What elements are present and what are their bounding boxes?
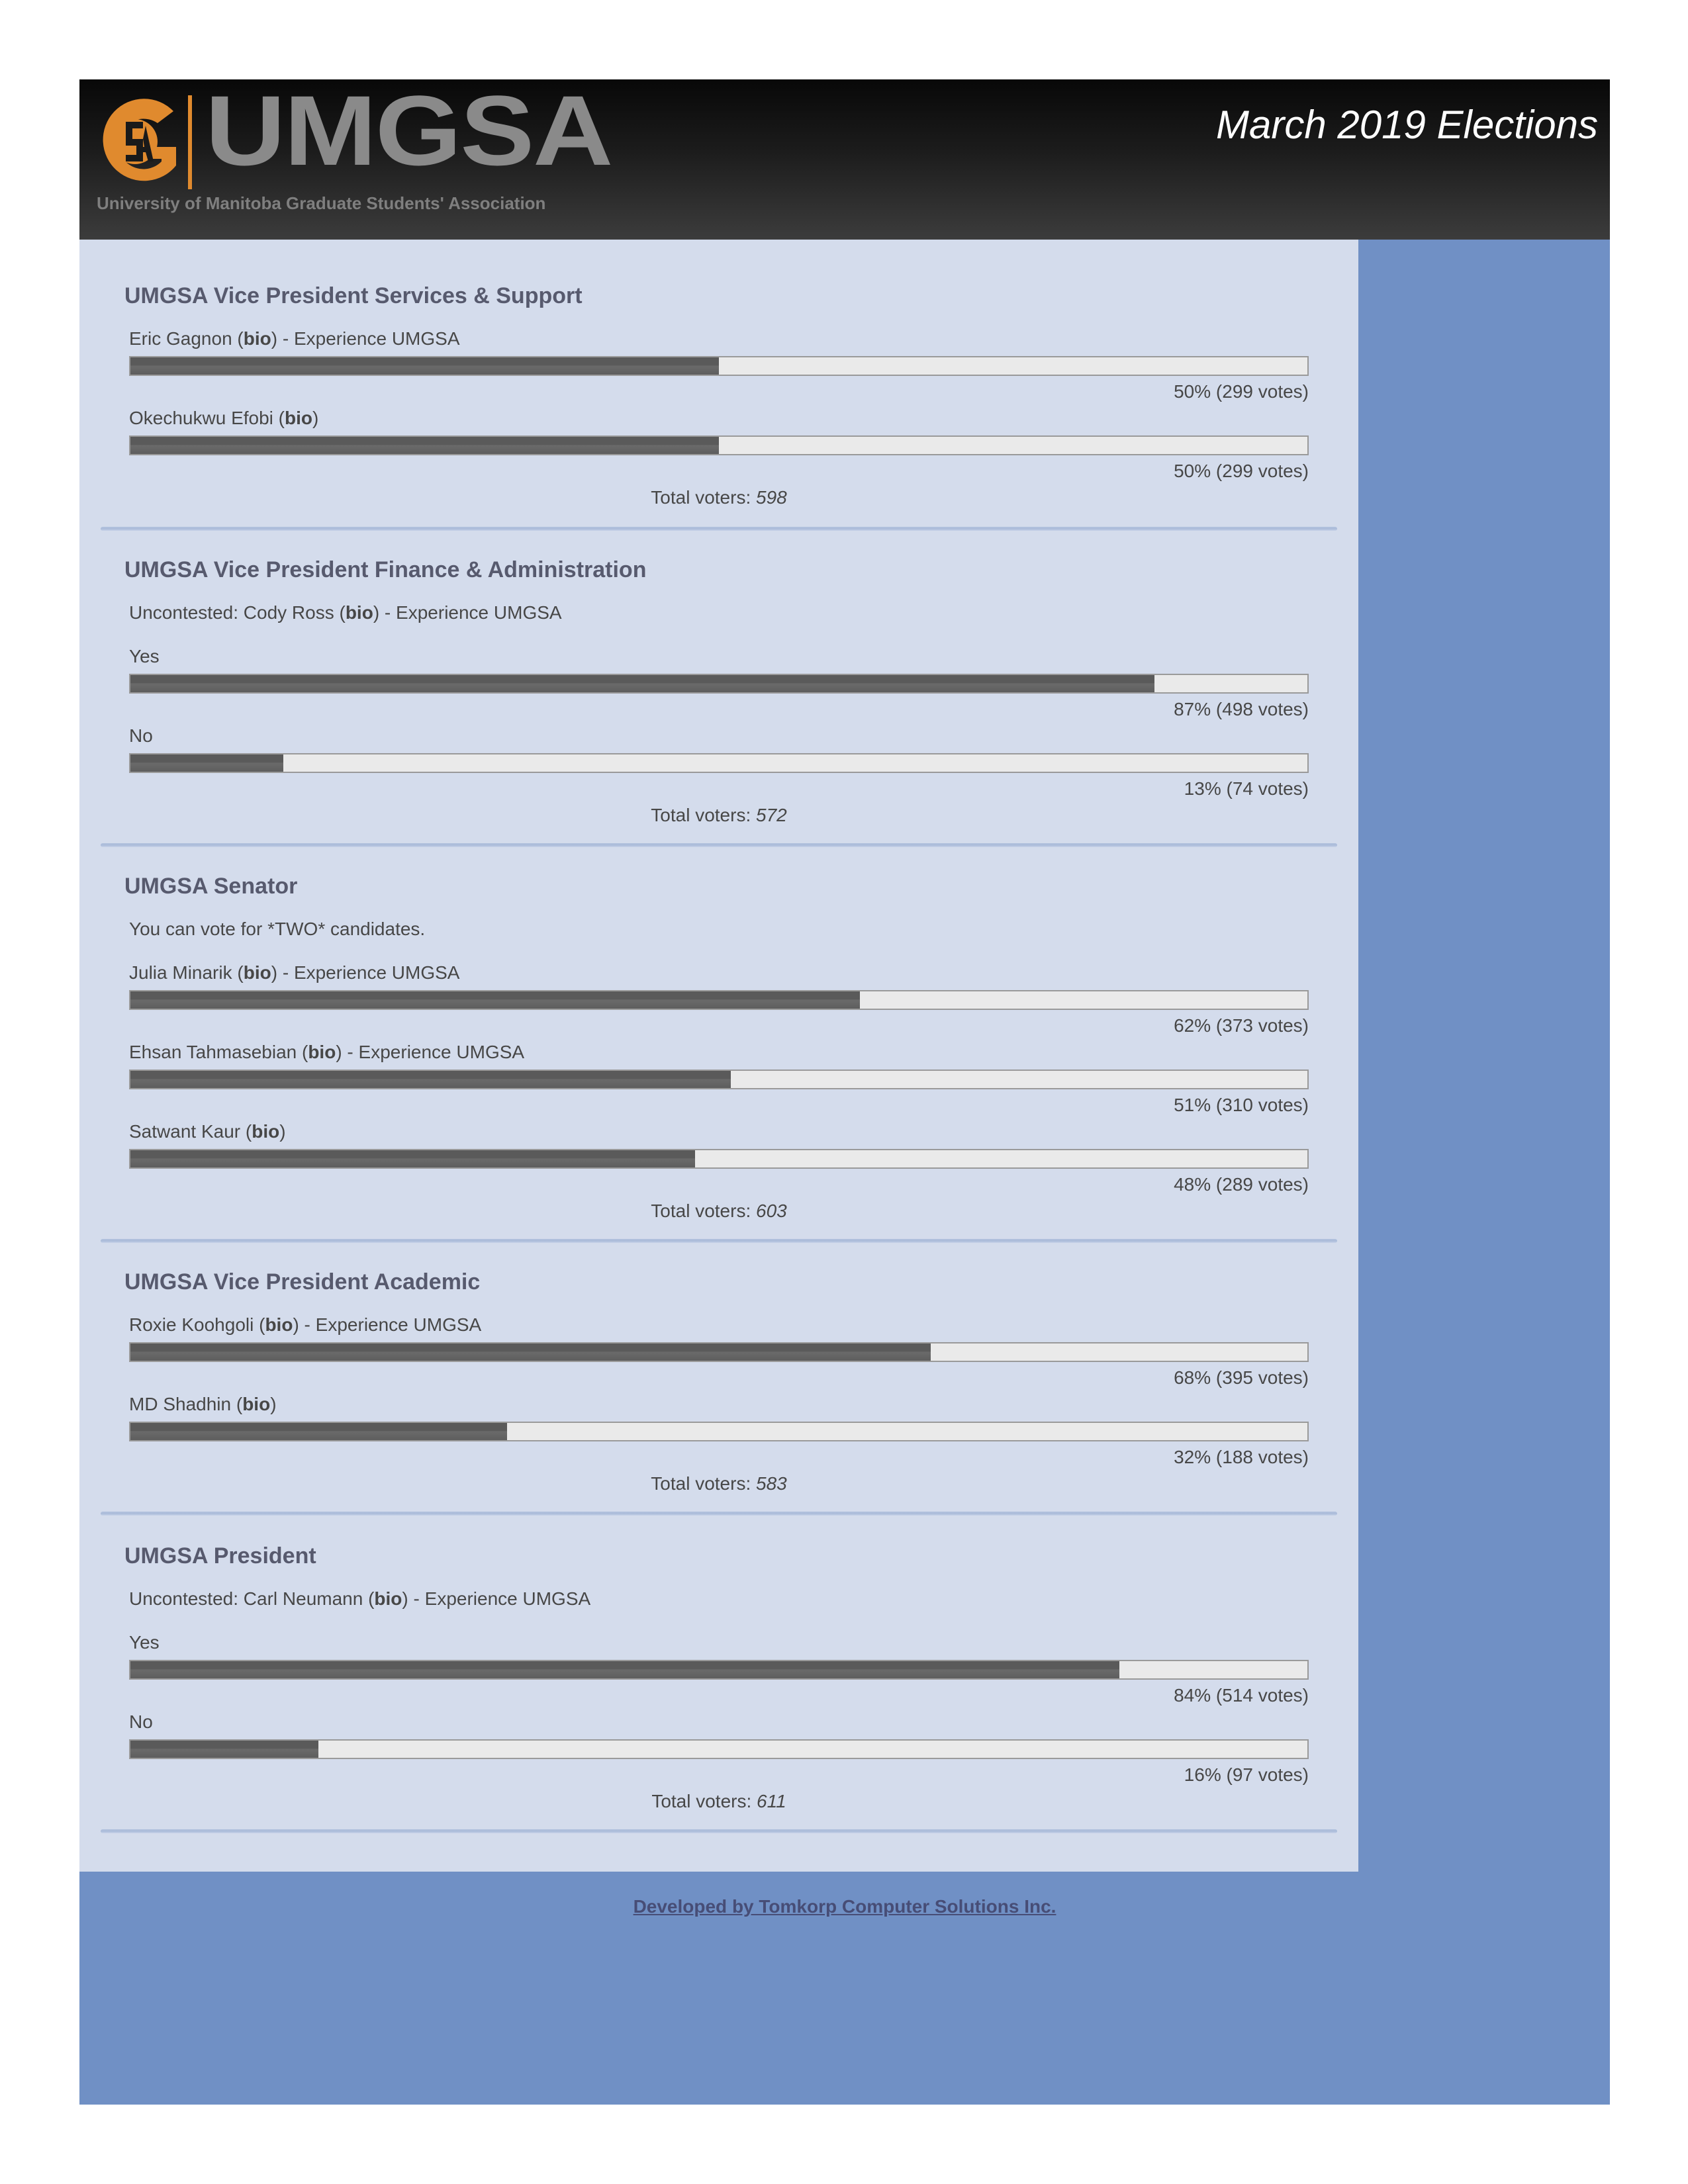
section-divider bbox=[101, 1239, 1337, 1243]
result-bar-fill bbox=[130, 1343, 931, 1361]
total-voters-value: 598 bbox=[756, 487, 787, 508]
bio-link[interactable]: bio bbox=[374, 1588, 402, 1609]
candidate-label: Eric Gagnon (bio) - Experience UMGSA bbox=[129, 328, 460, 349]
total-voters-label: Total voters: bbox=[651, 487, 751, 508]
total-voters bbox=[79, 1473, 1358, 1494]
result-bar bbox=[129, 435, 1309, 455]
result-bar bbox=[129, 356, 1309, 376]
result-percentage: 50% (299 votes) bbox=[1174, 381, 1309, 402]
result-bar-fill bbox=[130, 1423, 507, 1440]
candidate-affiliation: Experience UMGSA bbox=[424, 1588, 591, 1609]
candidate-label: Satwant Kaur (bio) bbox=[129, 1121, 286, 1142]
total-voters-label: Total voters: bbox=[651, 1201, 751, 1221]
candidate-affiliation: Experience UMGSA bbox=[396, 602, 562, 623]
result-bar bbox=[129, 674, 1309, 694]
race-title: UMGSA Vice President Finance & Administration bbox=[124, 557, 647, 582]
uncontested-label: Uncontested: Carl Neumann (bio) - Experience UMGSA bbox=[129, 1588, 591, 1609]
candidate-name: Cody Ross bbox=[243, 602, 334, 623]
result-bar-fill bbox=[130, 437, 719, 454]
section-divider bbox=[101, 1512, 1337, 1516]
candidate-name: Carl Neumann bbox=[243, 1588, 363, 1609]
race-title: UMGSA Vice President Services & Support bbox=[124, 283, 583, 308]
total-voters-value: 583 bbox=[756, 1473, 787, 1494]
bio-link[interactable]: bio bbox=[242, 1394, 271, 1414]
gsa-emblem-icon bbox=[89, 93, 195, 192]
candidate-name: Okechukwu Efobi bbox=[129, 408, 273, 428]
result-bar bbox=[129, 1069, 1309, 1089]
candidate-label: Julia Minarik (bio) - Experience UMGSA bbox=[129, 962, 460, 983]
candidate-name: Julia Minarik bbox=[129, 962, 232, 983]
result-bar-fill bbox=[130, 675, 1154, 692]
total-voters-label: Total voters: bbox=[651, 805, 751, 825]
section-divider bbox=[101, 527, 1337, 531]
result-bar-fill bbox=[130, 991, 860, 1009]
result-percentage: 51% (310 votes) bbox=[1174, 1095, 1309, 1115]
total-voters bbox=[79, 487, 1358, 508]
candidate-name: Ehsan Tahmasebian bbox=[129, 1042, 297, 1062]
page-background bbox=[79, 75, 1610, 2105]
result-bar-fill bbox=[130, 1741, 318, 1758]
candidate-label: MD Shadhin (bio) bbox=[129, 1394, 277, 1414]
site-header bbox=[79, 75, 1610, 240]
total-voters bbox=[79, 1791, 1358, 1812]
total-voters-value: 611 bbox=[757, 1791, 786, 1811]
bio-link[interactable]: bio bbox=[308, 1042, 336, 1062]
option-label: Yes bbox=[129, 646, 160, 666]
result-percentage: 87% (498 votes) bbox=[1174, 699, 1309, 719]
result-bar bbox=[129, 753, 1309, 773]
result-percentage: 13% (74 votes) bbox=[1184, 778, 1309, 799]
candidate-affiliation: Experience UMGSA bbox=[358, 1042, 525, 1062]
result-bar-fill bbox=[130, 1661, 1119, 1678]
bio-link[interactable]: bio bbox=[265, 1314, 293, 1335]
candidate-name: Eric Gagnon bbox=[129, 328, 232, 349]
candidate-affiliation: Experience UMGSA bbox=[293, 962, 460, 983]
result-bar bbox=[129, 1660, 1309, 1680]
logo-wordmark: UMGSA bbox=[205, 75, 612, 186]
candidate-affiliation: Experience UMGSA bbox=[293, 328, 460, 349]
total-voters-value: 572 bbox=[756, 805, 787, 825]
result-bar bbox=[129, 1739, 1309, 1759]
total-voters-label: Total voters: bbox=[651, 1791, 752, 1811]
result-bar-fill bbox=[130, 1071, 731, 1088]
candidate-name: Satwant Kaur bbox=[129, 1121, 241, 1142]
result-percentage: 32% (188 votes) bbox=[1174, 1447, 1309, 1467]
result-percentage: 50% (299 votes) bbox=[1174, 461, 1309, 481]
candidate-name: Roxie Koohgoli bbox=[129, 1314, 254, 1335]
result-percentage: 48% (289 votes) bbox=[1174, 1174, 1309, 1195]
bio-link[interactable]: bio bbox=[345, 602, 373, 623]
race-title: UMGSA Senator bbox=[124, 874, 298, 899]
result-bar bbox=[129, 990, 1309, 1010]
result-bar-fill bbox=[130, 1150, 695, 1167]
result-bar bbox=[129, 1342, 1309, 1362]
candidate-label: Okechukwu Efobi (bio) bbox=[129, 408, 319, 428]
total-voters bbox=[79, 1201, 1358, 1222]
total-voters-label: Total voters: bbox=[651, 1473, 751, 1494]
candidate-label: Roxie Koohgoli (bio) - Experience UMGSA bbox=[129, 1314, 482, 1335]
total-voters bbox=[79, 805, 1358, 826]
bio-link[interactable]: bio bbox=[285, 408, 312, 428]
umgsa-logo[interactable] bbox=[89, 75, 612, 221]
race-title: UMGSA President bbox=[124, 1543, 316, 1569]
bio-link[interactable]: bio bbox=[243, 962, 271, 983]
developer-credit-link[interactable]: Developed by Tomkorp Computer Solutions Inc. bbox=[633, 1896, 1056, 1917]
section-divider bbox=[101, 1829, 1337, 1833]
result-percentage: 16% (97 votes) bbox=[1184, 1764, 1309, 1785]
candidate-name: MD Shadhin bbox=[129, 1394, 232, 1414]
race-note: You can vote for *TWO* candidates. bbox=[129, 919, 426, 939]
results-panel bbox=[79, 240, 1358, 1872]
result-percentage: 68% (395 votes) bbox=[1174, 1367, 1309, 1388]
bio-link[interactable]: bio bbox=[243, 328, 271, 349]
option-label: Yes bbox=[129, 1632, 160, 1653]
race-title: UMGSA Vice President Academic bbox=[124, 1269, 481, 1295]
election-title: March 2019 Elections bbox=[1216, 103, 1598, 147]
result-percentage: 62% (373 votes) bbox=[1174, 1015, 1309, 1036]
bio-link[interactable]: bio bbox=[252, 1121, 280, 1142]
section-divider bbox=[101, 843, 1337, 847]
candidate-label: Ehsan Tahmasebian (bio) - Experience UMGSA bbox=[129, 1042, 525, 1062]
uncontested-prefix: Uncontested: bbox=[129, 602, 238, 623]
result-bar-fill bbox=[130, 754, 283, 772]
result-bar-fill bbox=[130, 357, 719, 375]
option-label: No bbox=[129, 1711, 153, 1732]
result-bar bbox=[129, 1422, 1309, 1441]
candidate-affiliation: Experience UMGSA bbox=[315, 1314, 482, 1335]
total-voters-value: 603 bbox=[756, 1201, 787, 1221]
uncontested-label: Uncontested: Cody Ross (bio) - Experience UMGSA bbox=[129, 602, 562, 623]
uncontested-prefix: Uncontested: bbox=[129, 1588, 238, 1609]
logo-subtitle: University of Manitoba Graduate Students' Association bbox=[97, 193, 546, 213]
option-label: No bbox=[129, 725, 153, 746]
result-percentage: 84% (514 votes) bbox=[1174, 1685, 1309, 1706]
result-bar bbox=[129, 1149, 1309, 1169]
